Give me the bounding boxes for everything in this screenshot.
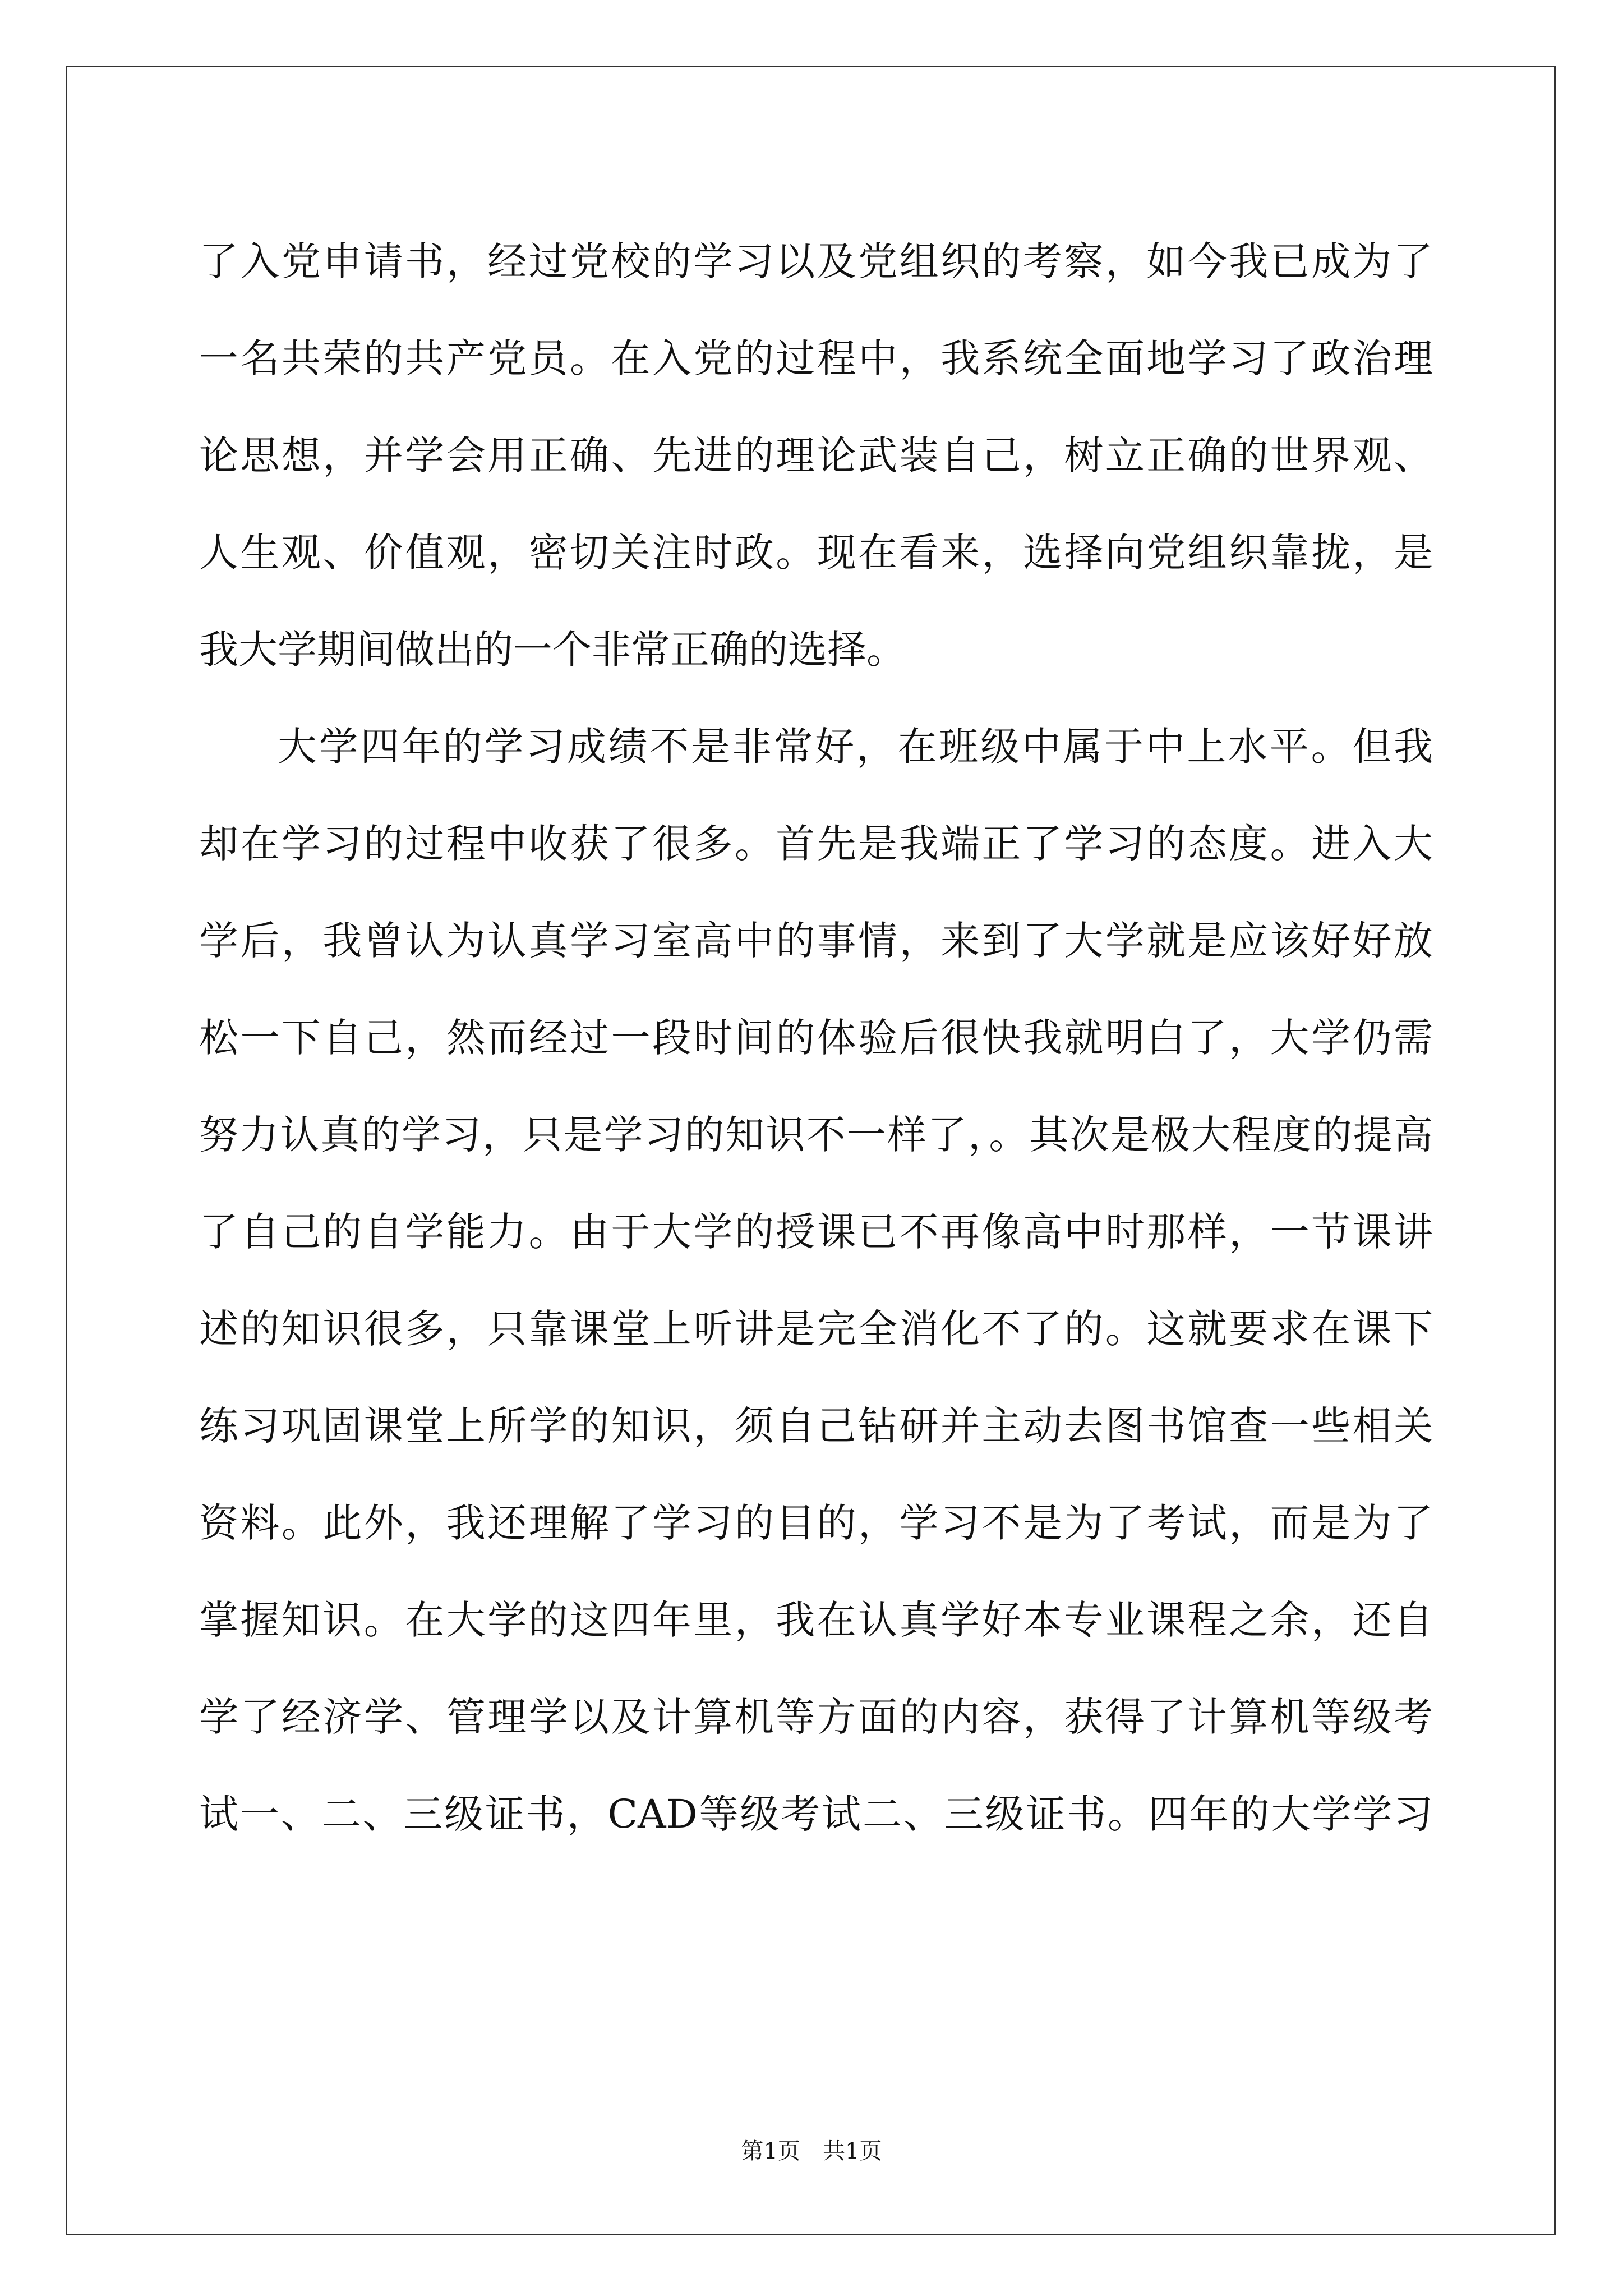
text-line: 述的知识很多，只靠课堂上听讲是完全消化不了的。这就要求在课下 xyxy=(199,1306,1433,1352)
document-body xyxy=(199,213,1433,1863)
text-line: 人生观、价值观，密切关注时政。现在看来，选择向党组织靠拢，是 xyxy=(199,530,1433,576)
page-footer: 第1页 共1页 xyxy=(741,2138,882,2164)
text-line: 松一下自己，然而经过一段时间的体验后很快我就明白了，大学仍需 xyxy=(199,1015,1433,1061)
text-line: 学后，我曾认为认真学习室高中的事情，来到了大学就是应该好好放 xyxy=(199,918,1433,964)
text-line: 资料。此外，我还理解了学习的目的，学习不是为了考试，而是为了 xyxy=(199,1500,1433,1546)
text-line: 一名共荣的共产党员。在入党的过程中，我系统全面地学习了政治理 xyxy=(199,335,1433,381)
text-line: 试一、二、三级证书，CAD等级考试二、三级证书。四年的大学学习 xyxy=(199,1791,1433,1837)
text-line: 练习巩固课堂上所学的知识，须自己钻研并主动去图书馆查一些相关 xyxy=(199,1403,1433,1449)
text-line: 我大学期间做出的一个非常正确的选择。 xyxy=(199,627,906,673)
text-line: 掌握知识。在大学的这四年里，我在认真学好本专业课程之余，还自 xyxy=(199,1597,1433,1643)
text-line: 了入党申请书，经过党校的学习以及党组织的考察，如今我已成为了 xyxy=(199,238,1433,284)
text-line: 努力认真的学习，只是学习的知识不一样了，。其次是极大程度的提高 xyxy=(199,1112,1433,1158)
text-line: 了自己的自学能力。由于大学的授课已不再像高中时那样，一节课讲 xyxy=(199,1209,1433,1255)
text-line: 论思想，并学会用正确、先进的理论武装自己，树立正确的世界观、 xyxy=(199,432,1433,478)
text-line: 却在学习的过程中收获了很多。首先是我端正了学习的态度。进入大 xyxy=(199,821,1433,867)
paragraph-first-line: 大学四年的学习成绩不是非常好，在班级中属于中上水平。但我 xyxy=(278,724,1433,770)
text-line: 学了经济学、管理学以及计算机等方面的内容，获得了计算机等级考 xyxy=(199,1694,1433,1740)
